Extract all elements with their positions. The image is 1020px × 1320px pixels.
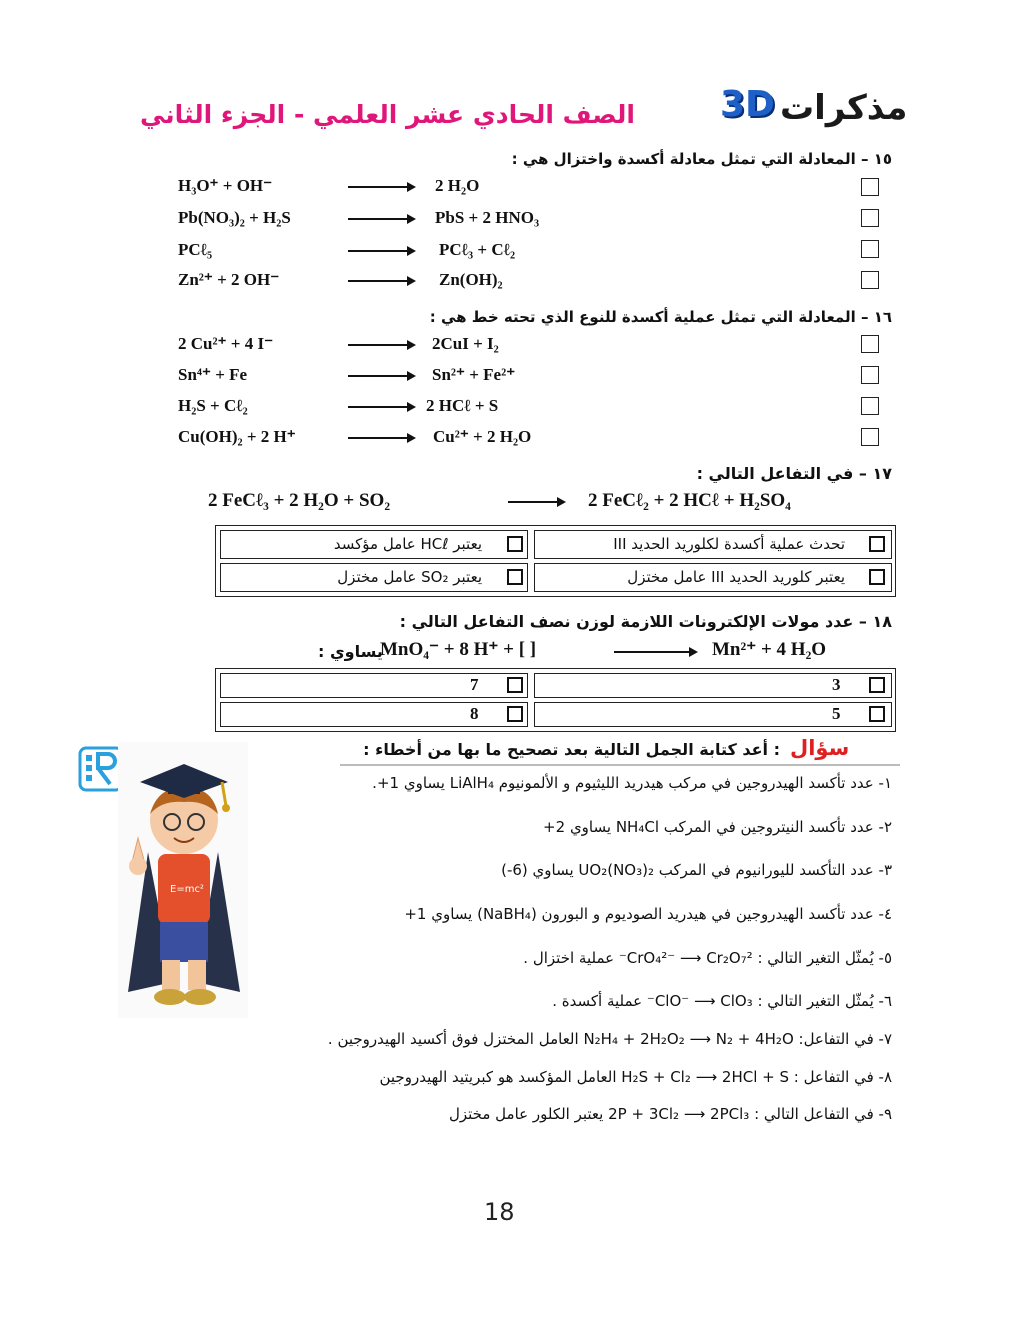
q16-option-2-left: Sn⁴⁺ + Fe [178,365,248,384]
arrow-icon [348,344,414,346]
q18-title: ١٨ – عدد مولات الإلكترونات اللازمة لوزن نصف التفاعل التالي : [399,612,892,631]
q18-equals: يساوي : [318,642,383,661]
brand-name: مذكرات [780,88,908,128]
q17-options-table [215,525,896,597]
q17-option-3: يعتبر كلوريد الحديد III عامل مختزل [627,568,845,586]
q16-checkbox-2[interactable] [861,366,879,384]
statement-9: ٩- في التفاعل التالي : 2P + 3Cl₂ ⟶ 2PCl₃ يعتبر الكلور عامل مختزل [448,1105,892,1123]
q15-option-4-left: Zn²⁺ + 2 OH⁻ [178,270,280,289]
q15-option-2-right: PbS + 2 HNO₃ [435,208,540,227]
svg-text:E=mc²: E=mc² [170,884,204,895]
q16-option-1-left: 2 Cu²⁺ + 4 I⁻ [178,334,274,353]
arrow-icon [348,186,414,188]
q15-option-3-left: PCℓ₅ [178,240,213,259]
q17-option-4: يعتبر SO₂ عامل مختزل [337,568,482,586]
q17-option-2: يعتبر HCℓ عامل مؤكسد [333,535,482,553]
statement-4: ٤- عدد تأكسد الهيدروجين في هيدريد الصوديوم و البورون (NaBH₄) يساوي ‎+1 [404,905,892,923]
page-number: 18 [484,1198,515,1226]
arrow-icon [348,250,414,252]
q17-checkbox-3[interactable] [869,569,885,585]
arrow-icon [348,437,414,439]
statement-5: ٥- يُمثّل التغير التالي : CrO₄²⁻ ⟶ Cr₂O₇²⁻ عملية اختزال . [523,949,892,967]
q18-option-3: 5 [832,704,841,723]
q17-checkbox-4[interactable] [507,569,523,585]
q15-option-3-right: PCℓ₃ + Cℓ₂ [439,240,516,259]
statement-6: ٦- يُمثّل التغير التالي : ClO⁻ ⟶ ClO₃⁻ عملية أكسدة . [552,992,892,1010]
q18-checkbox-1[interactable] [869,677,885,693]
q18-option-cell [220,673,528,698]
q17-checkbox-1[interactable] [869,536,885,552]
course-title: الصف الحادي عشر العلمي - الجزء الثاني [140,100,635,129]
arrow-icon [348,280,414,282]
q18-reaction-left: MnO₄⁻ + 8 H⁺ + [ ] [380,639,537,660]
q16-checkbox-4[interactable] [861,428,879,446]
q18-option-2: 7 [470,675,479,694]
statement-3: ٣- عدد التأكسد لليورانيوم في المركب UO₂(NO₃)₂ يساوي (‎-6) [501,861,892,879]
q16-checkbox-3[interactable] [861,397,879,415]
q18-option-1: 3 [832,675,841,694]
statement-2: ٢- عدد تأكسد النيتروجين في المركب NH₄Cl يساوي ‎+2 [543,818,892,836]
q15-option-1-left: H₃O⁺ + OH⁻ [178,176,273,195]
arrow-icon [348,406,414,408]
q18-checkbox-2[interactable] [507,677,523,693]
q17-option-1: تحدث عملية أكسدة لكلوريد الحديد III [613,535,845,553]
q17-title: ١٧ – في التفاعل التالي : [696,464,892,483]
statement-7: ٧- في التفاعل: N₂H₄ + 2H₂O₂ ⟶ N₂ + 4H₂O العامل المختزل فوق أكسيد الهيدروجين . [327,1030,892,1048]
q18-checkbox-4[interactable] [507,706,523,722]
arrow-icon [508,501,564,503]
q16-option-3-right: 2 HCℓ + S [426,396,499,415]
q18-checkbox-3[interactable] [869,706,885,722]
question-instruction: : أعد كتابة الجمل التالية بعد تصحيح ما بها من أخطاء : [363,740,780,759]
q15-option-1-right: 2 H₂O [435,176,480,195]
q16-checkbox-1[interactable] [861,335,879,353]
q16-option-1-right: 2CuI + I₂ [432,334,499,353]
q15-option-4-right: Zn(OH)₂ [439,270,503,289]
q17-checkbox-2[interactable] [507,536,523,552]
q16-option-4-right: Cu²⁺ + 2 H₂O [433,427,532,446]
arrow-icon [614,651,696,653]
q17-reaction-right: 2 FeCℓ₂ + 2 HCℓ + H₂SO₄ [588,490,791,511]
statement-8: ٨- في التفاعل : H₂S + Cl₂ ⟶ 2HCl + S العامل المؤكسد هو كبريتيد الهيدروجين [379,1068,892,1086]
q18-reaction-right: Mn²⁺ + 4 H₂O [712,639,827,660]
q17-reaction-left: 2 FeCℓ₃ + 2 H₂O + SO₂ [208,490,391,511]
q15-checkbox-3[interactable] [861,240,879,258]
q18-option-cell [220,702,528,727]
arrow-icon [348,218,414,220]
q15-checkbox-1[interactable] [861,178,879,196]
header [0,80,1020,140]
q18-options-table [215,668,896,732]
brand-3d-badge: 3D [720,84,775,125]
q16-option-3-left: H₂S + Cℓ₂ [178,396,248,415]
arrow-icon [348,375,414,377]
brand-logo [720,80,908,140]
question-label: سؤال [790,736,850,760]
q18-option-4: 8 [470,704,479,723]
section-underline [340,764,900,766]
q15-title: ١٥ – المعادلة التي تمثل معادلة أكسدة واختزال هي : [511,150,892,168]
q16-option-2-right: Sn²⁺ + Fe²⁺ [432,365,516,384]
q15-checkbox-2[interactable] [861,209,879,227]
q16-title: ١٦ – المعادلة التي تمثل عملية أكسدة للنوع الذي تحته خط هي : [429,308,892,326]
q16-option-4-left: Cu(OH)₂ + 2 H⁺ [178,427,296,446]
q15-option-2-left: Pb(NO₃)₂ + H₂S [178,208,291,227]
statement-1: ١- عدد تأكسد الهيدروجين في مركب هيدريد الليثيوم و الألمونيوم LiAlH₄ يساوي ‎+1. [372,774,892,792]
cartoon-student-illustration [118,742,248,1018]
q15-checkbox-4[interactable] [861,271,879,289]
